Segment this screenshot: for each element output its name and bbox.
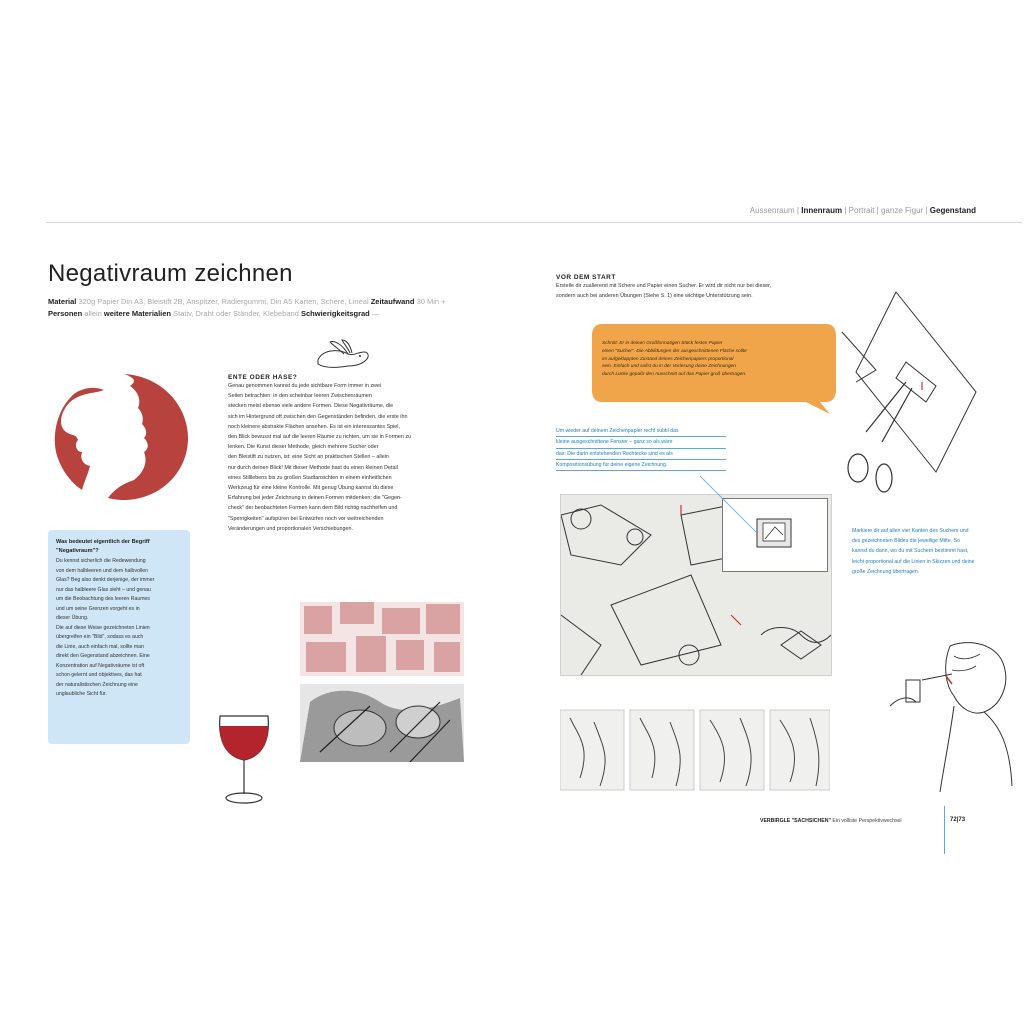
info-line: übergreifen ein "Bild", sodass es auch xyxy=(56,634,144,640)
info-line: schon gelernt und objektives, das hat xyxy=(56,672,142,678)
sketch-strip xyxy=(560,708,830,792)
caption-left xyxy=(556,426,726,471)
breadcrumb-item[interactable]: Innenraum xyxy=(801,206,843,215)
page-numbers: 72|73 xyxy=(950,817,966,823)
footer-subtitle: Ein volliste Perspektivwechsel xyxy=(832,818,902,824)
info-line: Konzentration auf Negativräume ist oft xyxy=(56,662,145,669)
start-heading: VOR DEM START xyxy=(556,274,616,281)
body-line: den Blick bewusst mal auf die leeren Räume zu richten, um sie in Formen zu xyxy=(228,434,412,441)
materials-info xyxy=(48,296,468,320)
body-line: sich im Hintergrund oft zwischen den Gegenständen befinden, die erste ihn xyxy=(228,413,408,420)
info-box-question: Was bedeutet eigentlich der Begriff "Negativraum"? xyxy=(56,539,150,554)
sketch-strip-drawing xyxy=(560,708,830,792)
body-line: nur durch deinen Blick! Mit dieser Methode hast du einen kleinen Detail xyxy=(228,464,398,471)
body-line: Seiten betrachten: in den scheinbar leeren Zwischenräumen xyxy=(228,393,372,400)
main-body-text xyxy=(228,381,464,534)
info-line: Glas? Beg also denkt derjenige, der immer xyxy=(56,577,155,583)
footer-series: VERBIRGLE "SACHSICHEN" xyxy=(760,818,831,824)
info-line: direkt den Gegenstand abzeichnen. Eine xyxy=(56,653,150,659)
info-line: der naturalistischen Zeichnung eine xyxy=(56,681,138,688)
body-line: noch kleinere abstrakte Flächen ansehen. Es ist ein interessantes Spiel, xyxy=(228,423,401,430)
breadcrumb-item[interactable]: Aussenraum xyxy=(749,206,795,215)
bubble-line: Schnitt: Er in deinen Großformatigen Stück festes Papier xyxy=(602,341,723,346)
info-line: dieser Übung. xyxy=(56,615,89,621)
bubble-line: durch Lücke gepaßt den Ausschnitt auf das Papier groß übertragen. xyxy=(602,372,747,378)
wine-glass-illustration xyxy=(214,708,274,808)
breadcrumb xyxy=(750,206,976,215)
body-line: Veränderungen und proportionalen Verschiebungen. xyxy=(228,525,353,532)
difficulty-label: Schwierigkeitsgrad xyxy=(300,309,370,318)
start-line: Erstelle dir zuallererst mit Schere und Papier einen Sucher. Er wird dir nicht nur bei dieser, xyxy=(556,283,772,289)
bubble-line: einen "Sucher". Die Abbildungen der ausgeschnittenen Fläche sollte xyxy=(602,348,747,354)
body-line: Werkzeug für eine kleine Kontrolle. Mit genug Übung kannst du diese xyxy=(228,485,394,492)
speech-bubble-text xyxy=(602,340,826,379)
body-line: "Sperrigkeiten" aufspüren bei Entwürfen noch vor weitreichenden xyxy=(228,515,384,522)
footer-divider xyxy=(944,806,945,854)
body-line: Erfahrung bei jeder Zeichnung in deinen Formen mitdenken: die "Gegen- xyxy=(228,495,402,502)
body-line: lenken. Die Kunst dieser Methode, gleich mehrere Sucher oder xyxy=(228,444,379,451)
breadcrumb-separator: | xyxy=(842,206,849,215)
info-line: die Linie, auch einfach mal, sollte man xyxy=(56,643,144,650)
difficulty-value: — xyxy=(371,309,380,318)
body-line: den Bleistift zu nutzen, ist: eine Sicht an praktischen Stellen – allein xyxy=(228,454,389,461)
breadcrumb-item[interactable]: Portrait xyxy=(848,206,875,215)
bubble-line: im aufgeklappten Zustand deines Zeichenpapiers proportional xyxy=(602,356,734,362)
info-line: unglaubliche Sicht für. xyxy=(56,691,107,697)
start-line: sondern auch bei anderen Übungen (Siehe S. 1) eine wichtige Unterstützung sein. xyxy=(556,293,753,300)
breadcrumb-item[interactable]: Gegenstand xyxy=(929,206,976,215)
body-line: stecken meist ebenso viele andere Formen. Diese Negativräume, die xyxy=(228,403,394,410)
rabbit-sketch xyxy=(312,338,372,372)
pointer-line xyxy=(700,476,760,536)
time-label: Zeitaufwand xyxy=(370,297,415,306)
info-line: Du kennst sicherlich die Redewendung xyxy=(56,558,146,564)
body-line: check" der beobachteten Formen kann dem Bild richtig nachhelfen und xyxy=(228,505,398,512)
caption-line: Kompositionsübung für deine eigene Zeichnung. xyxy=(556,460,726,471)
caption-line: Um wieder auf deinem Zeichenpapier recht subtil das xyxy=(556,426,726,437)
info-line: und um seine Grenzen vorgeht es in xyxy=(56,605,140,612)
further-value: Stativ, Draht oder Ständer, Klebeband xyxy=(173,309,299,318)
persons-value: allein xyxy=(84,309,102,318)
breadcrumb-item[interactable]: ganze Figur xyxy=(880,206,924,215)
breadcrumb-separator: | xyxy=(923,206,930,215)
breadcrumb-separator: | xyxy=(794,206,802,215)
info-box xyxy=(48,530,190,744)
page-footer xyxy=(760,818,902,824)
caption-line: das: Die darin entstehenden Rechtecke sind es als xyxy=(556,449,726,460)
caption-right xyxy=(852,526,976,577)
vase-face-illustration xyxy=(52,372,192,502)
main-section xyxy=(228,374,464,534)
info-line: von dem halbleeren und dem halbvollen xyxy=(56,567,148,574)
breadcrumb-separator: | xyxy=(874,206,881,215)
header-rule xyxy=(46,222,1022,223)
info-line: Die auf diese Weise gezeichneten Linien xyxy=(56,624,150,631)
body-line: Genau genommen kannst du jede sichtbare Form immer in zwei xyxy=(228,383,382,389)
material-label: Material xyxy=(48,297,77,306)
paper-scissors-sketch xyxy=(836,282,986,512)
page-title: Negativraum zeichnen xyxy=(48,260,293,287)
negative-space-collage xyxy=(300,602,464,762)
section-heading: ENTE ODER HASE? xyxy=(228,374,298,381)
info-box-text xyxy=(48,555,190,700)
info-line: um die Beobachtung des leeren Raumes xyxy=(56,596,151,602)
further-label: weitere Materialien xyxy=(103,309,172,318)
material-value: 320g Papier Din A3, Bleistift 2B, Anspitzer, Radiergummi, Din A5 Karten, Schere, Lineal xyxy=(78,297,369,306)
info-line: nur das halbleere Glas sieht – und genau xyxy=(56,586,151,593)
time-value: 30 Min + xyxy=(416,297,446,306)
person-with-viewfinder-sketch xyxy=(880,636,1024,796)
caption-line: kleine ausgeschnittene Fenster – ganz so als wäre xyxy=(556,437,726,448)
bubble-line: sein. Einfach und sollst du in der Vorlesung deine Zeichnungen xyxy=(602,364,736,370)
caption-line: Markiere dir auf allen vier Kanten des Suchers und des gezeichneten Bildes die jeweilige Mitte. So kannst du dann, wo du mit Suchern bestimmt hast, leicht proportional auf die Linien in Skizzen und deine große Zeichnung übertragen. xyxy=(852,528,975,575)
persons-label: Personen xyxy=(48,309,83,318)
body-line: eines Stilllebens bis zu großen Stadtansichten in einem einheitlichen xyxy=(228,474,392,481)
